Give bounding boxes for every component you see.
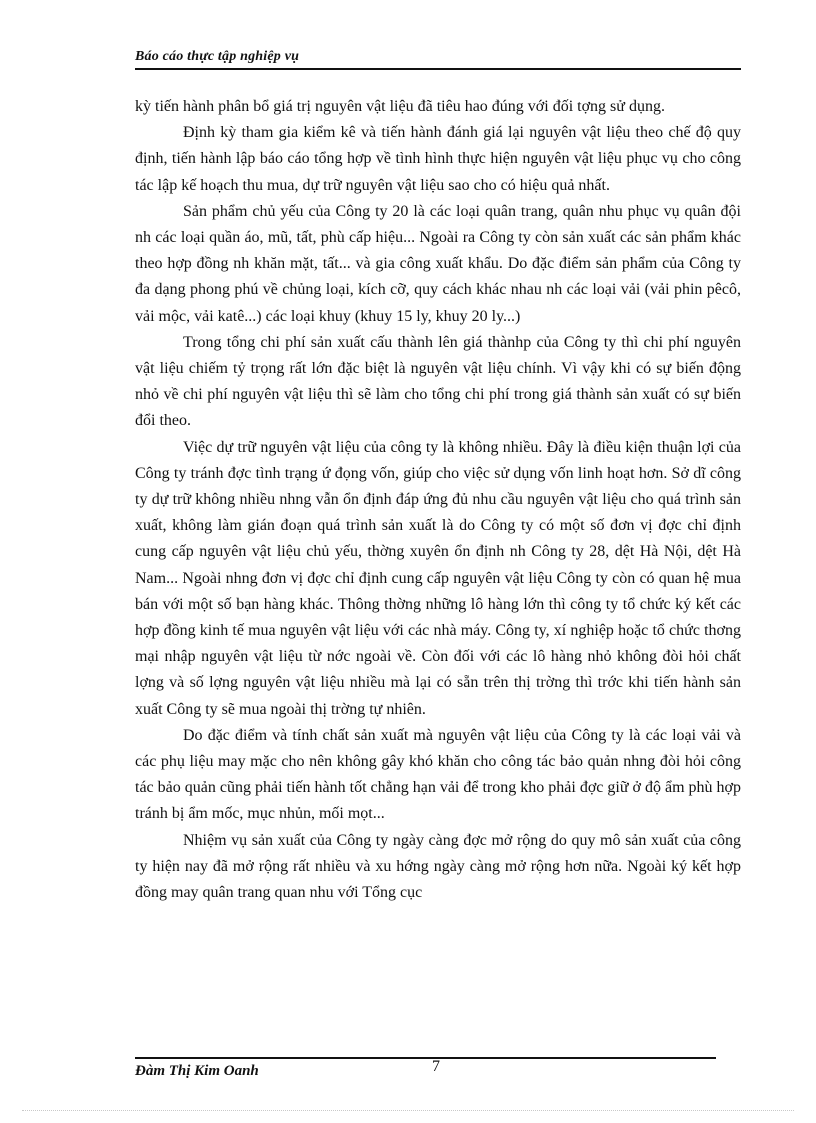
header-title: Báo cáo thực tập nghiệp vụ xyxy=(135,49,300,64)
page-edge-divider xyxy=(22,1110,794,1111)
document-body xyxy=(135,94,741,906)
footer-rule xyxy=(135,1057,716,1059)
paragraph: Nhiệm vụ sản xuất của Công ty ngày càng đợc mở rộng do quy mô sản xuất của công ty hiện nay đã mở rộng rất nhiều và xu hớng ngày càng mở rộng hơn nữa. Ngoài ký kết hợp đồng may quân trang quan nhu với Tổng cục xyxy=(135,831,741,902)
paragraph: Sản phẩm chủ yếu của Công ty 20 là các loại quân trang, quân nhu phục vụ quân đội nh các loại quần áo, mũ, tất, phù cấp hiệu... Ngoài ra Công ty còn sản xuất các sản phẩm khác theo hợp đồng nh khăn mặt, tất... và gia công xuất khẩu. Do đặc điểm sản phẩm của Công ty đa dạng phong phú về chủng loại, kích cỡ, quy cách khác nhau nh các loại vải (vải phin pêcô, vải mộc, vải katê...) các loại khuy (khuy 15 ly, khuy 20 ly...) xyxy=(135,202,741,325)
paragraph: Trong tổng chi phí sản xuất cấu thành lên giá thànhp của Công ty thì chi phí nguyên vật liệu chiếm tỷ trọng rất lớn đặc biệt là nguyên vật liệu chính. Vì vậy khi có sự biến động nhỏ về chi phí nguyên vật liệu thì sẽ làm cho tổng chi phí trong giá thành sản xuất có sự biến đổi theo. xyxy=(135,333,741,430)
paragraph: Định kỳ tham gia kiểm kê và tiến hành đánh giá lại nguyên vật liệu theo chế độ quy định, tiến hành lập báo cáo tổng hợp về tình hình thực hiện nguyên vật liệu phục vụ cho công tác lập kế hoạch thu mua, dự trữ nguyên vật liệu sao cho có hiệu quả nhất. xyxy=(135,124,741,194)
paragraph: Do đặc điểm và tính chất sản xuất mà nguyên vật liệu của Công ty là các loại vải và các phụ liệu may mặc cho nên không gây khó khăn cho công tác bảo quản nhng đòi hỏi công tác bảo quản cũng phải tiến hành tốt chẳng hạn vải để trong kho phải đợc giữ ở độ ẩm phù hợp tránh bị ẩm mốc, mục nhủn, mối mọt... xyxy=(135,726,741,823)
page-header xyxy=(135,46,741,70)
page-number: 7 xyxy=(432,1058,440,1075)
paragraph: kỳ tiến hành phân bổ giá trị nguyên vật liệu đã tiêu hao đúng với đối tợng sử dụng. xyxy=(135,98,665,115)
footer-author: Đàm Thị Kim Oanh xyxy=(135,1063,259,1079)
paragraph: Việc dự trữ nguyên vật liệu của công ty là không nhiều. Đây là điều kiện thuận lợi của Công ty tránh đợc tình trạng ứ đọng vốn, giúp cho việc sử dụng vốn linh hoạt hơn. Sở dĩ công ty dự trữ không nhiều nhng vẫn ổn định đáp ứng đủ nhu cầu nguyên vật liệu cho quá trình sản xuất, không làm gián đoạn quá trình sản xuất là do Công ty có một số đơn vị đợc chỉ định cung cấp nguyên vật liệu chủ yếu, thờng xuyên ổn định nh Công ty 28, dệt Hà Nội, dệt Hà Nam... Ngoài nhng đơn vị đợc chỉ định cung cấp nguyên vật liệu Công ty còn có quan hệ mua bán với một số bạn hàng khác. Thông thờng những lô hàng lớn thì công ty tổ chức ký kết các hợp đồng kinh tế mua nguyên vật liệu với các nhà máy. Công ty, xí nghiệp hoặc tổ chức thơng mại nhập nguyên vật liệu từ nớc ngoài về. Còn đối với các lô hàng nhỏ không đòi hỏi chất lợng và số lợng nguyên vật liệu nhiều mà lại có sẵn trên thị trờng thì trớc khi tiến hành sản xuất Công ty sẽ mua ngoài thị trờng tự nhiên. xyxy=(135,438,741,718)
